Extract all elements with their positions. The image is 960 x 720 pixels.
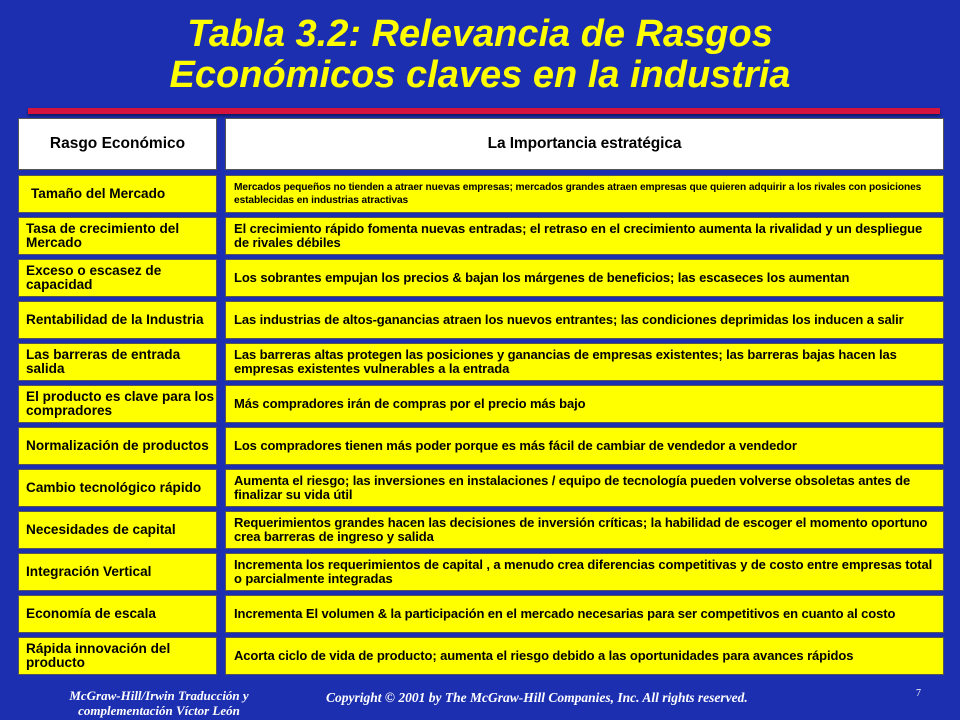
table-row <box>18 385 944 423</box>
importance-cell: Incrementa los requerimientos de capital , a menudo crea diferencias competitivas y de costo entre empresas total o parcialmente integradas <box>225 553 944 591</box>
trait-cell: Rentabilidad de la Industria <box>18 301 217 339</box>
table-row <box>18 427 944 465</box>
trait-cell: Exceso o escasez de capacidad <box>18 259 217 297</box>
trait-cell: El producto es clave para los compradores <box>18 385 217 423</box>
trait-cell: Economía de escala <box>18 595 217 633</box>
title-divider <box>28 108 940 114</box>
table-row <box>18 259 944 297</box>
trait-cell: Integración Vertical <box>18 553 217 591</box>
slide-title-line-1: Tabla 3.2: Relevancia de Rasgos <box>187 13 773 55</box>
table-row <box>18 511 944 549</box>
importance-cell: Requerimientos grandes hacen las decisiones de inversión críticas; la habilidad de escoger el momento oportuno crea barreras de ingreso y salida <box>225 511 944 549</box>
trait-cell: Normalización de productos <box>18 427 217 465</box>
trait-cell: Cambio tecnológico rápido <box>18 469 217 507</box>
table-row <box>18 301 944 339</box>
trait-cell: Necesidades de capital <box>18 511 217 549</box>
footer-copyright: Copyright © 2001 by The McGraw-Hill Companies, Inc. All rights reserved. <box>326 690 748 705</box>
table-row <box>18 343 944 381</box>
trait-cell: Tamaño del Mercado <box>18 175 217 213</box>
table-row <box>18 175 944 213</box>
importance-cell: Aumenta el riesgo; las inversiones en instalaciones / equipo de tecnología pueden volverse obsoletas antes de finalizar su vida útil <box>225 469 944 507</box>
header-trait: Rasgo Económico <box>18 118 217 170</box>
importance-cell: Los sobrantes empujan los precios & bajan los márgenes de beneficios; las escaseces los aumentan <box>225 259 944 297</box>
header-importance: La Importancia estratégica <box>225 118 944 170</box>
table-row <box>18 469 944 507</box>
importance-cell: Acorta ciclo de vida de producto; aumenta el riesgo debido a las oportunidades para avances rápidos <box>225 637 944 675</box>
importance-cell: Mercados pequeños no tienden a atraer nuevas empresas; mercados grandes atraen empresas que quieren adquirir a los rivales con posiciones establecidas en industrias atractivas <box>225 175 944 213</box>
importance-cell: El crecimiento rápido fomenta nuevas entradas; el retraso en el crecimiento aumenta la rivalidad y un despliegue de rivales débiles <box>225 217 944 255</box>
slide-title <box>0 14 960 96</box>
page-number: 7 <box>916 688 921 699</box>
importance-cell: Los compradores tienen más poder porque es más fácil de cambiar de vendedor a vendedor <box>225 427 944 465</box>
table-row <box>18 595 944 633</box>
importance-cell: Las barreras altas protegen las posiciones y ganancias de empresas existentes; las barreras bajas hacen las empresas existentes vulnerables a la entrada <box>225 343 944 381</box>
trait-cell: Las barreras de entrada salida <box>18 343 217 381</box>
slide-title-line-2: Económicos claves en la industria <box>169 54 791 96</box>
importance-cell: Incrementa El volumen & la participación en el mercado necesarias para ser competitivos en cuanto al costo <box>225 595 944 633</box>
table-row <box>18 553 944 591</box>
importance-cell: Más compradores irán de compras por el precio más bajo <box>225 385 944 423</box>
trait-cell: Rápida innovación del producto <box>18 637 217 675</box>
trait-cell: Tasa de crecimiento del Mercado <box>18 217 217 255</box>
table-row <box>18 217 944 255</box>
footer-credit: McGraw-Hill/Irwin Traducción y complementación Víctor León <box>69 688 249 718</box>
table-row <box>18 637 944 675</box>
table-header-row <box>18 118 944 170</box>
importance-cell: Las industrias de altos-ganancias atraen los nuevos entrantes; las condiciones deprimidas los inducen a salir <box>225 301 944 339</box>
